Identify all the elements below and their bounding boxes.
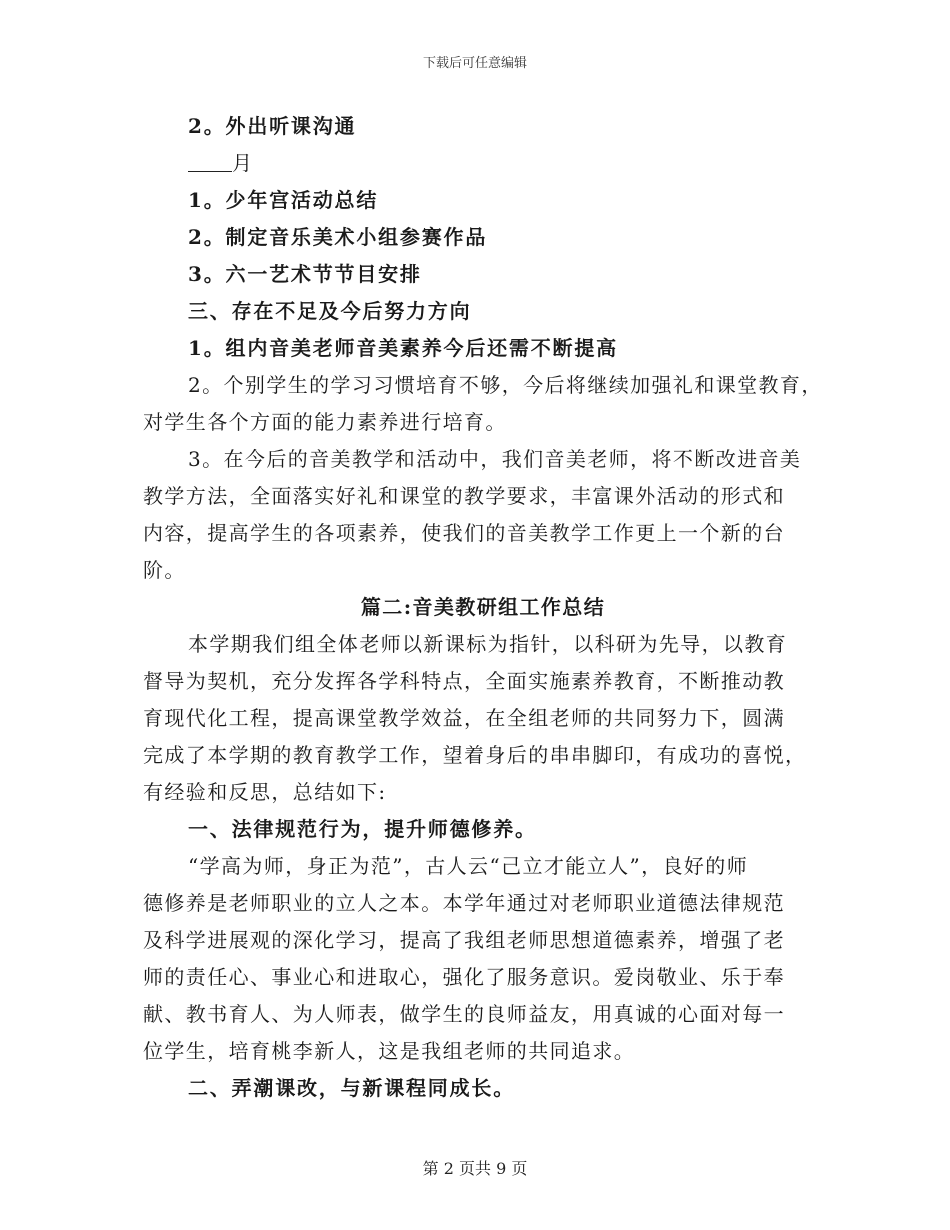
list-item: 1。少年宫活动总结 <box>188 188 379 212</box>
paragraph-line: 及科学进展观的深化学习，提高了我组老师思想道德素养，增强了老 <box>143 928 785 952</box>
paragraph-line: 内容，提高学生的各项素养，使我们的音美教学工作更上一个新的台 <box>143 521 785 545</box>
paragraph-line: 德修养是老师职业的立人之本。本学年通过对老师职业道德法律规范 <box>143 891 785 915</box>
list-item: 1。组内音美老师音美素养今后还需不断提高 <box>188 336 618 360</box>
month-line <box>143 145 823 182</box>
paragraph-line: 督导为契机，充分发挥各学科特点，全面实施素养教育，不断推动教 <box>143 669 785 693</box>
document-body <box>143 108 823 1107</box>
section-heading: 二、弄潮课改，与新课程同成长。 <box>188 1076 515 1100</box>
paragraph-line: 师的责任心、事业心和进取心，强化了服务意识。爱岗敬业、乐于奉 <box>143 965 785 989</box>
section-heading: 一、法律规范行为，提升师德修养。 <box>188 817 537 841</box>
paragraph-line: 阶。 <box>143 558 186 582</box>
paragraph-line: 2。个别学生的学习习惯培育不够，今后将继续加强礼和课堂教育， <box>188 373 823 397</box>
paragraph-line: 完成了本学期的教育教学工作，望着身后的串串脚印，有成功的喜悦， <box>143 743 807 767</box>
paragraph-line: 教学方法，全面落实好礼和课堂的教学要求，丰富课外活动的形式和 <box>143 484 785 508</box>
paragraph-line: 3。在今后的音美教学和活动中，我们音美老师，将不断改进音美 <box>188 447 802 471</box>
paragraph-line: 育现代化工程，提高课堂教学效益，在全组老师的共同努力下，圆满 <box>143 706 785 730</box>
paragraph-line: 献、教书育人、为人师表，做学生的良师益友，用真诚的心面对每一 <box>143 1002 785 1026</box>
list-item: 3。六一艺术节节目安排 <box>188 262 422 286</box>
paragraph-line: “学高为师，身正为范”，古人云“己立才能立人”，良好的师 <box>188 854 749 878</box>
section-title: 篇二:音美教研组工作总结 <box>360 595 606 619</box>
page-header: 下载后可任意编辑 <box>422 56 527 71</box>
month-label: 月 <box>232 151 254 175</box>
paragraph-line: 有经验和反思，总结如下: <box>143 780 387 804</box>
paragraph-line: 对学生各个方面的能力素养进行培育。 <box>143 410 507 434</box>
list-item: 2。外出听课沟通 <box>188 114 357 138</box>
list-item: 2。制定音乐美术小组参赛作品 <box>188 225 488 249</box>
paragraph-line: 本学期我们组全体老师以新课标为指针，以科研为先导，以教育 <box>188 632 788 656</box>
blank-underline <box>188 151 232 172</box>
page-footer: 第 2 页共 9 页 <box>422 1159 528 1178</box>
paragraph-line: 位学生，培育桃李新人，这是我组老师的共同追求。 <box>143 1039 636 1063</box>
section-heading: 三、存在不足及今后努力方向 <box>188 299 472 323</box>
